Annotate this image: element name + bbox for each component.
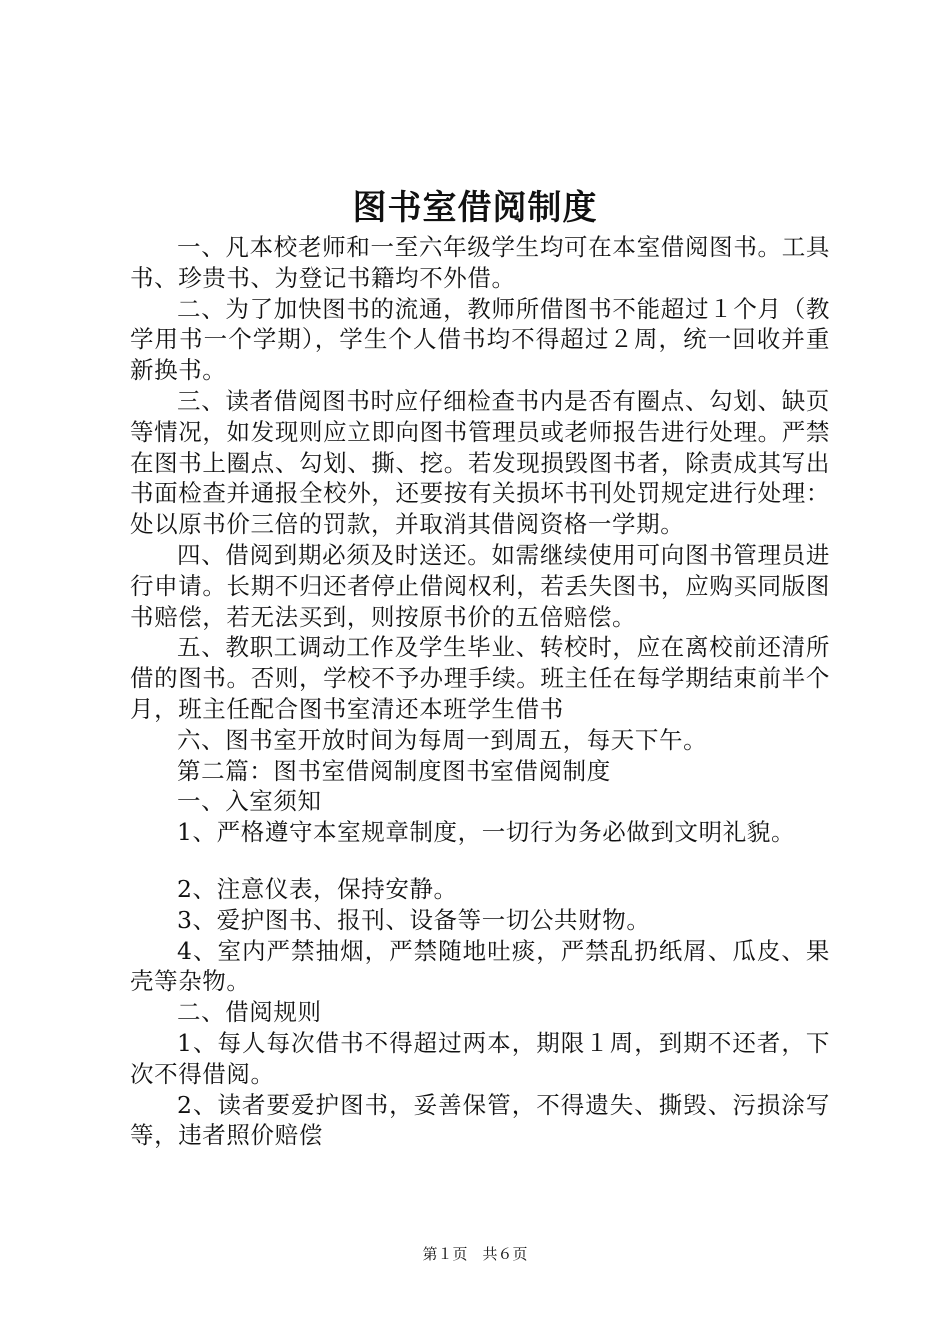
subheading-entry-notice: 一、入室须知 <box>177 787 322 816</box>
page-number-footer: 第１页 共６页 <box>422 1245 528 1263</box>
list-item-borrow-2: 2、读者要爱护图书，妥善保管，不得遗失、撕毁、污损涂写等，违者照价赔偿 <box>130 1090 830 1150</box>
paragraph-rule-5: 五、教职工调动工作及学生毕业、转校时，应在离校前还清所借的图书。否则，学校不予办理手续。班主任在每学期结束前半个月，班主任配合图书室清还本班学生借书 <box>130 633 830 723</box>
subheading-borrowing-rules: 二、借阅规则 <box>177 998 322 1027</box>
list-item-entry-2: 2、注意仪表，保持安静。 <box>177 874 458 903</box>
paragraph-rule-3: 三、读者借阅图书时应仔细检查书内是否有圈点、勾划、缺页等情况，如发现则应立即向图书管理员或老师报告进行处理。严禁在图书上圈点、勾划、撕、挖。若发现损毁图书者，除责成其写出书面检查并通报全校外，还要按有关损坏书刊处罚规定进行处理：处以原书价三倍的罚款，并取消其借阅资格一学期。 <box>130 386 830 539</box>
paragraph-rule-4: 四、借阅到期必须及时送还。如需继续使用可向图书管理员进行申请。长期不归还者停止借阅权利，若丢失图书，应购买同版图书赔偿，若无法买到，则按原书价的五倍赔偿。 <box>130 540 830 631</box>
paragraph-rule-6: 六、图书室开放时间为每周一到周五，每天下午。 <box>177 725 708 754</box>
document-body <box>130 232 830 1151</box>
paragraph-rule-2: 二、为了加快图书的流通，教师所借图书不能超过１个月（教学用书一个学期），学生个人借书均不得超过２周，统一回收并重新换书。 <box>130 294 830 385</box>
document-title: 图书室借阅制度 <box>352 188 598 228</box>
list-item-entry-3: 3、爱护图书、报刊、设备等一切公共财物。 <box>177 905 651 934</box>
list-item-entry-4: 4、室内严禁抽烟，严禁随地吐痰，严禁乱扔纸屑、瓜皮、果壳等杂物。 <box>130 936 830 996</box>
list-item-borrow-1: 1、每人每次借书不得超过两本，期限１周，到期不还者，下次不得借阅。 <box>130 1028 830 1088</box>
section-heading-second-part: 第二篇：图书室借阅制度图书室借阅制度 <box>177 756 611 785</box>
list-item-entry-1: 1、严格遵守本室规章制度，一切行为务必做到文明礼貌。 <box>177 818 796 847</box>
paragraph-rule-1: 一、凡本校老师和一至六年级学生均可在本室借阅图书。工具书、珍贵书、为登记书籍均不外借。 <box>130 233 830 292</box>
